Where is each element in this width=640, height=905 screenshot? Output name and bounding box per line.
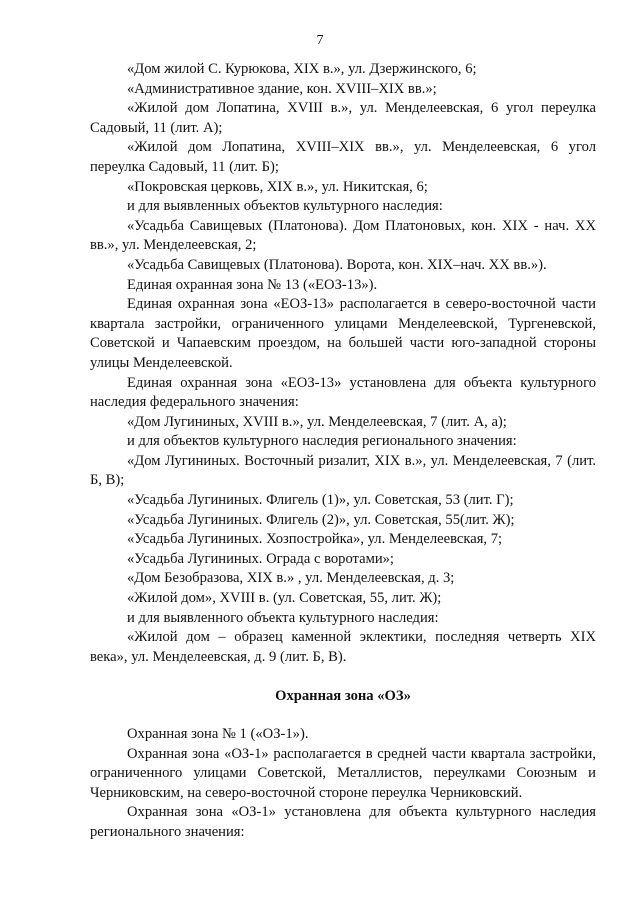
section-heading: Охранная зона «ОЗ» [275, 688, 411, 705]
paragraph: «Усадьба Лугининых. Ограда с воротами»; [127, 550, 394, 567]
paragraph: «Жилой дом Лопатина, XVIII–XIX вв.», ул. Менделеевская, 6 угол переулка Садовый, 11 (лит. Б); [90, 139, 596, 175]
paragraph: Охранная зона «ОЗ-1» располагается в средней части квартала застройки, ограниченного улицами Советской, Металлистов, переулками Союзным и Черниковским, на северо-восточной стороне переулка Черниковский. [90, 745, 596, 801]
paragraph: Охранная зона «ОЗ-1» установлена для объекта культурного наследия регионального значения: [90, 804, 596, 840]
paragraph: и для выявленных объектов культурного наследия: [127, 198, 443, 215]
paragraph: и для выявленного объекта культурного наследия: [127, 609, 439, 626]
paragraph: «Дом жилой С. Курюкова, XIX в.», ул. Дзержинского, 6; [127, 61, 477, 77]
paragraph: «Дом Лугининых, XVIII в.», ул. Менделеевская, 7 (лит. А, а); [127, 413, 507, 430]
paragraph: «Усадьба Савищевых (Платонова). Ворота, кон. XIX–нач. XX вв.»). [127, 256, 547, 273]
paragraph: «Административное здание, кон. XVIII–XIX вв.»; [127, 80, 437, 97]
document-body [90, 60, 596, 843]
paragraph: «Усадьба Лугининых. Флигель (2)», ул. Советская, 55(лит. Ж); [127, 511, 515, 528]
paragraph: «Покровская церковь, XIX в.», ул. Никитская, 6; [127, 178, 428, 195]
paragraph: Единая охранная зона № 13 («ЕОЗ-13»). [127, 276, 378, 293]
paragraph: «Усадьба Лугининых. Флигель (1)», ул. Советская, 53 (лит. Г); [127, 492, 514, 509]
paragraph: «Усадьба Савищевых (Платонова). Дом Платоновых, кон. XIX - нач. XX вв.», ул. Менделеевская, 2; [90, 217, 596, 254]
paragraph: Единая охранная зона «ЕОЗ-13» располагается в северо-восточной части квартала застройки, ограниченного улицами Менделеевской, Тургеневской, Советской и Чапаевским проездом, на большей части юго-западной стороны улицы Менделеевской. [90, 296, 596, 371]
paragraph: «Жилой дом – образец каменной эклектики, последняя четверть XIX века», ул. Менделеевская, д. 9 (лит. Б, В). [90, 629, 596, 665]
paragraph: Единая охранная зона «ЕОЗ-13» установлена для объекта культурного наследия федерального значения: [90, 374, 596, 411]
paragraph: «Жилой дом Лопатина, XVIII в.», ул. Менделеевская, 6 угол переулка Садовый, 11 (лит. А); [90, 100, 596, 136]
paragraph: «Дом Безобразова, XIX в.» , ул. Менделеевская, д. 3; [127, 570, 455, 587]
paragraph-group-before-heading [90, 60, 596, 667]
paragraph: «Дом Лугининых. Восточный ризалит, XIX в.», ул. Менделеевская, 7 (лит. Б, В); [90, 452, 596, 489]
paragraph: и для объектов культурного наследия регионального значения: [127, 433, 517, 450]
paragraph: «Жилой дом», XVIII в. (ул. Советская, 55, лит. Ж); [127, 590, 442, 607]
paragraph: Охранная зона № 1 («ОЗ-1»). [127, 726, 309, 742]
paragraph: «Усадьба Лугининых. Хозпостройка», ул. Менделеевская, 7; [127, 531, 503, 548]
paragraph-group-after-heading [90, 725, 596, 843]
page-number: 7 [316, 33, 324, 48]
